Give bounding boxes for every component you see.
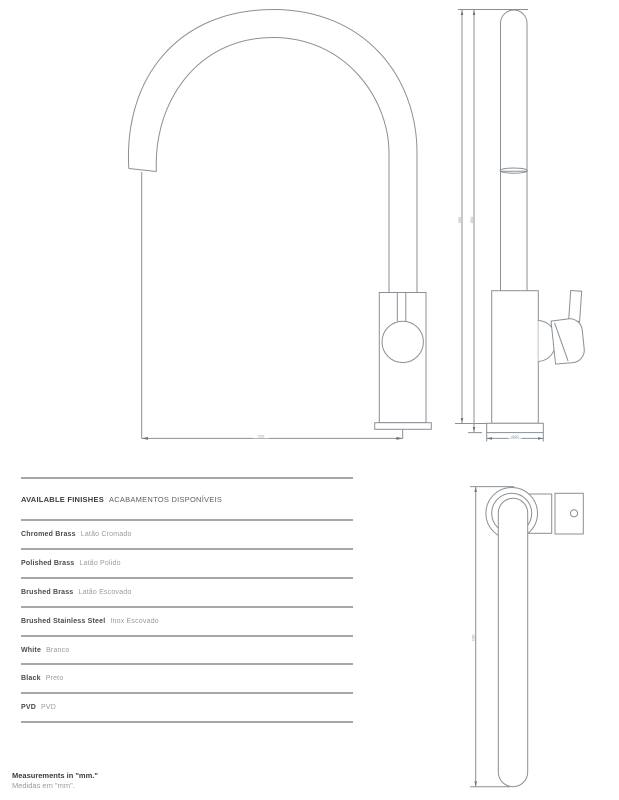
top-dim-arrow-bottom [474, 781, 477, 786]
side-base-arrow-left [487, 437, 492, 440]
side-dimension-label-inner: 350 [469, 216, 474, 224]
finish-row [21, 519, 353, 548]
finish-name-pt: Inox Escovado [110, 617, 159, 625]
top-dimension-label: 230 [470, 634, 476, 642]
side-handle-body [551, 318, 586, 365]
front-dimension-label: 220 [257, 433, 265, 439]
side-aerator-ellipse [500, 168, 527, 173]
finish-name-pt: Latão Escovado [78, 588, 132, 596]
finish-name-en: White [21, 646, 42, 654]
finish-row [21, 606, 353, 635]
finish-name-en: Polished Brass [21, 559, 75, 567]
top-dim-arrow-top [474, 487, 477, 492]
finishes-heading-en: AVAILABLE FINISHES [21, 494, 104, 504]
top-handle-pin-circle [570, 510, 577, 517]
finish-row [21, 692, 353, 721]
finish-row [21, 577, 353, 606]
front-joint-lines [397, 293, 406, 322]
available-finishes-table [21, 477, 353, 723]
finish-name-en: Chromed Brass [21, 530, 76, 538]
front-view-drawing [128, 10, 431, 440]
side-view-drawing [455, 10, 586, 442]
finish-name-en: Brushed Brass [21, 588, 74, 596]
side-base-dimension-label: Ø60 [511, 434, 519, 439]
side-dimB-arrow-top [473, 10, 476, 16]
side-handle-body-group [551, 318, 586, 365]
side-dimA-arrow-bottom [461, 418, 464, 424]
finish-name-pt: Latão Polido [79, 559, 121, 567]
finish-row [21, 635, 353, 664]
front-spout-tip-line [129, 169, 157, 172]
front-knob-circle [382, 321, 423, 362]
front-dim-arrow-left [142, 437, 148, 440]
finish-name-pt: Branco [46, 646, 70, 654]
measurement-note-pt: Medidas em "mm". [12, 780, 75, 790]
front-spout-outer-line [128, 10, 417, 293]
side-dimB-arrow-bottom [473, 427, 476, 433]
side-base-flange [487, 423, 544, 432]
side-handle-arm [569, 290, 582, 321]
finish-name-pt: Preto [45, 675, 64, 683]
finishes-header [21, 477, 353, 519]
finish-row [21, 663, 353, 692]
finish-name-en: Black [21, 675, 41, 683]
finish-row [21, 548, 353, 577]
side-base-arrow-right [538, 437, 543, 440]
finishes-heading-pt: ACABAMENTOS DISPONÍVEIS [108, 494, 223, 504]
top-view-drawing [470, 487, 583, 787]
top-spout-capsule [498, 498, 527, 786]
front-spout-inner-line [156, 38, 389, 293]
measurement-note [12, 771, 98, 790]
front-base-flange [375, 423, 432, 430]
finish-name-pt: Latão Cromado [80, 530, 132, 538]
front-dim-arrow-right [396, 437, 402, 440]
side-spout-tube [501, 10, 528, 291]
side-dimA-arrow-top [461, 10, 464, 16]
finish-name-pt: PVD [41, 704, 56, 712]
finish-name-en: PVD [21, 704, 36, 712]
side-dimension-label-outer: 395 [457, 216, 462, 224]
side-body-outline [492, 291, 539, 424]
top-handle-end [555, 493, 583, 534]
front-extension-lines [142, 172, 403, 438]
measurement-note-en: Measurements in "mm." [12, 771, 98, 780]
finish-name-en: Brushed Stainless Steel [21, 617, 106, 625]
